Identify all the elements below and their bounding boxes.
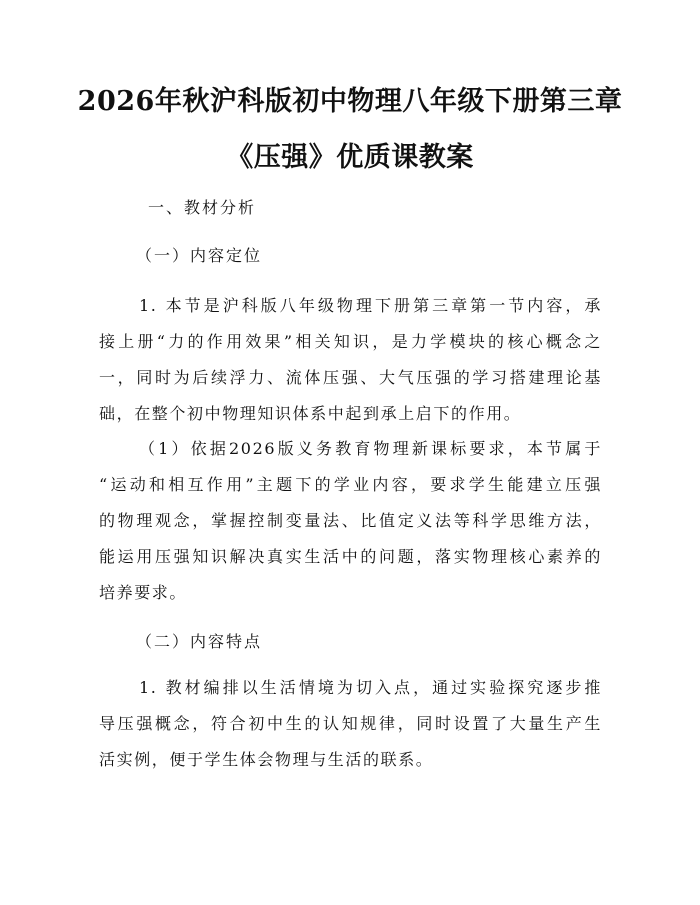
- paragraph-2-line-3: 的物理观念，掌握控制变量法、比值定义法等科学思维方法，: [99, 511, 602, 530]
- paragraph-3-line-2: 导压强概念，符合初中生的认知规律，同时设置了大量生产生: [99, 714, 602, 733]
- paragraph-1-line-2: 接上册“力的作用效果”相关知识，是力学模块的核心概念之: [99, 332, 602, 351]
- subsection-heading-2: （二）内容特点: [136, 632, 263, 651]
- paragraph-2-line-2: “运动和相互作用”主题下的学业内容，要求学生能建立压强: [99, 475, 602, 494]
- paragraph-2-line-4: 能运用压强知识解决真实生活中的问题，落实物理核心素养的: [99, 547, 602, 566]
- subsection-heading-1: （一）内容定位: [136, 246, 263, 265]
- paragraph-3-line-1: 1. 教材编排以生活情境为切入点，通过实验探究逐步推: [139, 678, 602, 697]
- paragraph-1-line-4: 础，在整个初中物理知识体系中起到承上启下的作用。: [99, 404, 522, 423]
- paragraph-2-line-1: （1）依据2026版义务教育物理新课标要求，本节属于: [139, 439, 602, 458]
- paragraph-1-line-3: 一，同时为后续浮力、流体压强、大气压强的学习搭建理论基: [99, 368, 602, 387]
- paragraph-3: [99, 670, 602, 778]
- paragraph-2-line-5: 培养要求。: [99, 583, 188, 602]
- document-title-line-2: 《压强》优质课教案: [226, 142, 474, 173]
- document-title-line-1: 2026年秋沪科版初中物理八年级下册第三章: [77, 86, 623, 117]
- paragraph-1-line-1: 1. 本节是沪科版八年级物理下册第三章第一节内容，承: [139, 296, 602, 315]
- section-heading-1: 一、教材分析: [148, 198, 257, 217]
- paragraph-1: [99, 288, 602, 432]
- paragraph-3-line-3: 活实例，便于学生体会物理与生活的联系。: [99, 750, 434, 769]
- paragraph-2: [99, 431, 602, 611]
